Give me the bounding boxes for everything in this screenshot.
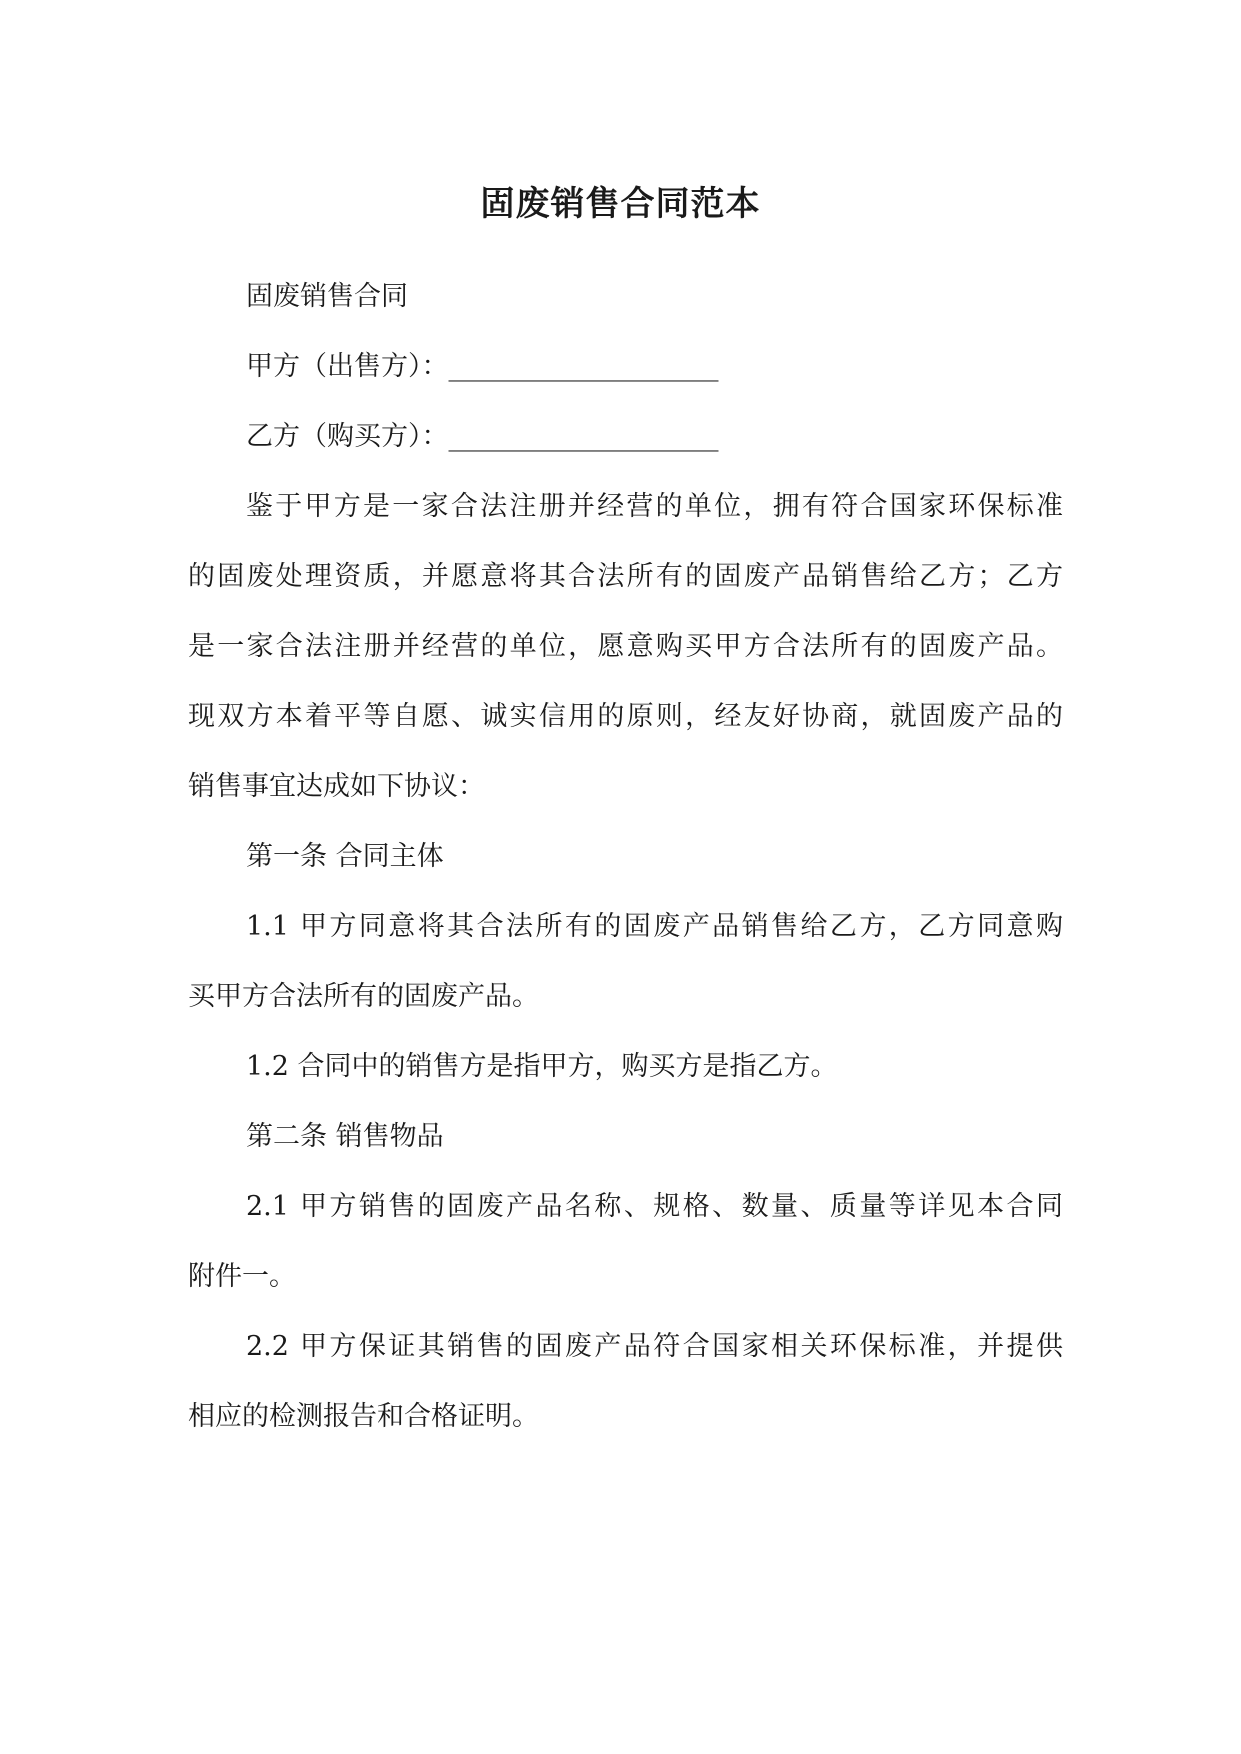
- party-a-blank: ____________________: [448, 351, 719, 382]
- clause-2-2-line: 相应的检测报告和合格证明。: [188, 1401, 539, 1432]
- preamble-line: 的固废处理资质，并愿意将其合法所有的固废产品销售给乙方；乙方: [188, 561, 1063, 592]
- party-a-line: [246, 347, 1063, 387]
- preamble-line: 是一家合法注册并经营的单位，愿意购买甲方合法所有的固废产品。: [188, 631, 1063, 662]
- contract-heading: 固废销售合同: [246, 281, 408, 312]
- preamble-line: 鉴于甲方是一家合法注册并经营的单位，拥有符合国家环保标准: [246, 491, 1063, 522]
- article-2-heading: 第二条 销售物品: [246, 1121, 444, 1152]
- clause-2-1-line: 2.1 甲方销售的固废产品名称、规格、数量、质量等详见本合同: [246, 1191, 1063, 1222]
- party-b-blank: ____________________: [448, 421, 719, 452]
- party-a-label: 甲方（出售方）：: [246, 351, 449, 382]
- clause-1-1-line: 买甲方合法所有的固废产品。: [188, 981, 539, 1012]
- party-b-label: 乙方（购买方）：: [246, 421, 449, 452]
- preamble-line: 销售事宜达成如下协议：: [188, 771, 485, 802]
- article-1-heading: 第一条 合同主体: [246, 841, 444, 872]
- party-b-line: [246, 417, 1063, 457]
- clause-2-2-line: 2.2 甲方保证其销售的固废产品符合国家相关环保标准，并提供: [246, 1331, 1063, 1362]
- preamble-line: 现双方本着平等自愿、诚实信用的原则，经友好协商，就固废产品的: [188, 701, 1063, 732]
- clause-2-1-line: 附件一。: [188, 1261, 296, 1292]
- clause-1-2: 1.2 合同中的销售方是指甲方，购买方是指乙方。: [246, 1051, 838, 1082]
- clause-1-1-line: 1.1 甲方同意将其合法所有的固废产品销售给乙方，乙方同意购: [246, 911, 1063, 942]
- document-title: 固废销售合同范本: [480, 184, 761, 224]
